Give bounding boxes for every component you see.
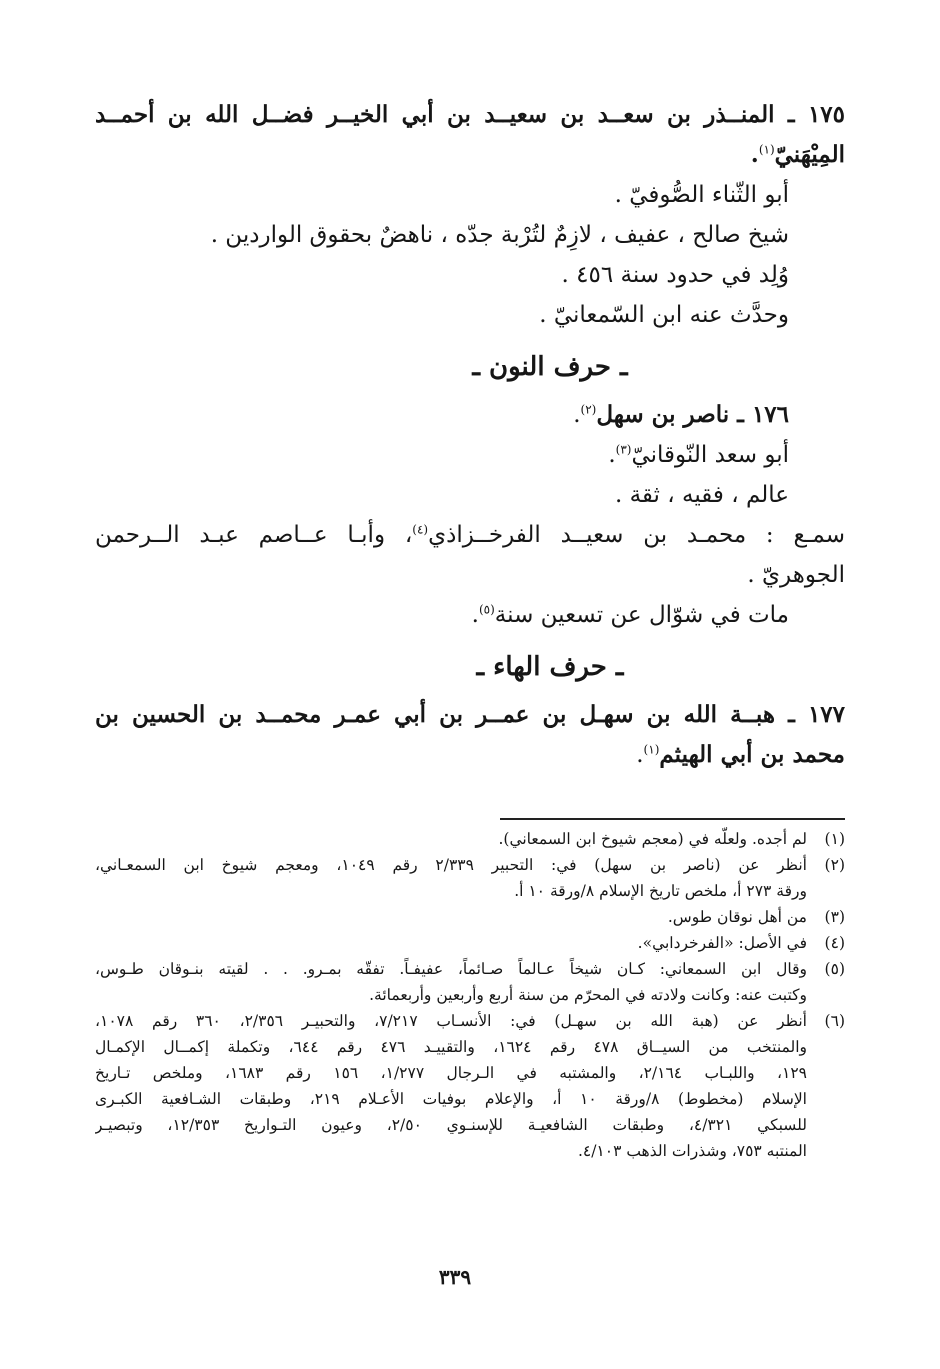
section-heading-nun: ـ حرف النون ـ [472,352,628,382]
entry-176-heard-b: ، وأبـا عــاصم عبـد الــرحمن [95,522,413,548]
entry-176-heading-dot: . [573,402,581,428]
entry-175-birth: وُلِد في حدود سنة ٤٥٦ . [561,262,789,288]
footnote-number: (٥) [824,960,845,978]
footnote-number: (٢) [824,856,845,874]
main-text [95,95,845,775]
entry-176-heard-a: سمـع : محمـد بن سعيــد الفرخــزاذي [428,522,845,548]
footnote-ref-1: (١) [758,142,775,157]
entry-175-name-end: المِيْهَنيّ [774,141,845,168]
footnote-line: ورقة ٢٧٣ أ، ملخص تاريخ الإسلام ٨/ورقة ١٠ أ. [514,882,807,900]
entry-176-kunya-text: أبو سعد النّوقانيّ [631,442,789,468]
footnote-separator [500,818,845,820]
footnote-line: للسبكي ٤/٣٢١، وطبقات الشافعيـة للإسنـوي ٢/٥٠، وعيون التـواريخ ١٢/٣٥٣، وتبصيـر [95,1116,807,1134]
footnote-body [95,904,807,930]
footnote-body [95,930,807,956]
entry-175-heading-line1: ١٧٥ ـ المنــذر بن سعــد بن سعيــد بن أبي الخيــر فضــل الله بن أحمــد [95,101,845,128]
entry-175-heading-dot: . [750,141,759,168]
footnote-body [95,1008,807,1164]
entry-176-kunya [95,435,845,475]
footnote [95,956,845,1008]
footnote-line: لم أجده. ولعلّه في (معجم شيوخ ابن السمعاني). [498,830,807,848]
footnote-number: (١) [824,830,845,848]
entry-175-kunya: أبو الثّناء الصُّوفيّ . [614,182,789,208]
entry-175-heading-line2 [95,135,845,175]
footnote-body [95,956,807,1008]
entry-176-death-dot: . [471,602,479,628]
entry-176-kunya-dot: . [608,442,616,468]
footnote-line: أنظر عن (ناصر بن سهل) في: التحبير ٢/٣٣٩ رقم ١٠٤٩، ومعجم شيوخ ابن السمعـاني، [95,856,807,874]
footnote-number: (٣) [824,908,845,926]
entry-176-description: عالم ، فقيه ، ثقة . [614,482,789,508]
entry-176-death-text: مات في شوّال عن تسعين سنة [494,602,789,628]
footnotes [95,826,845,1164]
footnote [95,1008,845,1164]
footnote-line: الإسلام (مخطوط) ٨/ورقة ١٠ أ، والإعلام بوفيات الأعـلام ٢١٩، وطبقات الشـافعية الكبـرى [95,1090,807,1108]
footnote [95,904,845,930]
footnote-line: من أهل نوقان طوس. [667,908,807,926]
entry-175-narration: وحدَّث عنه ابن السّمعانيّ . [539,302,789,328]
footnote-ref-2: (٢) [580,402,597,417]
entry-176-heard-line1 [95,515,845,555]
entry-177-heading-line2 [95,735,845,775]
footnote [95,852,845,904]
footnote-number: (٤) [824,934,845,952]
entry-175-description: شيخ صالح ، عفيف ، لازِمٌ لتُرْبة جدّه ، ناهضٌ بحقوق الواردين . [210,222,789,248]
entry-176-heading [95,395,845,435]
footnote-line: المنتبه ٧٥٣، وشذرات الذهب ٤/١٠٣. [577,1142,807,1160]
footnote-number: (٦) [824,1012,845,1030]
section-heading-ha: ـ حرف الهاء ـ [476,652,624,682]
entry-177-heading-line1: ١٧٧ ـ هبــة الله بن سهـل بن عمــر بن أبي عمـر محمــد بن الحسين بن [95,701,845,728]
entry-176-heard-line2: الجوهريّ . [747,562,845,588]
footnote [95,930,845,956]
footnote-line: وكتبت عنه: وكانت ولادته في المحرّم من سنة أربع وأربعين وأربعمائة. [369,986,807,1004]
footnote-ref-6: (١) [643,742,660,757]
footnote [95,826,845,852]
entry-176-death [95,595,845,635]
entry-176-heading-text: ١٧٦ ـ ناصر بن سهل [596,401,789,428]
entry-177-name-end: محمد بن أبي الهيثم [659,741,845,768]
footnote-line: وقال ابن السمعاني: كـان شيخاً عـالماً صـائماً، عفيفـاً. تفقّه بمـرو. . . لقيته بنـوقان طـوس، [95,960,807,978]
page-number: ٣٣٩ [438,1265,472,1289]
footnote-line: أنظر عن (هبة الله بن سهـل) في: الأنسـاب ٧/٢١٧، والتحبيـر ٢/٣٥٦، ٣٦٠ رقم ١٠٧٨، [95,1012,807,1030]
footnote-ref-3: (٣) [615,442,632,457]
footnote-body [95,826,807,852]
footnote-line: في الأصل: «الفرخردابي». [637,934,807,952]
footnote-body [95,852,807,904]
footnote-line: ١٢٩، واللبـاب ٢/١٦٤، والمشتبه في الـرجال ١/٢٧٧، ١٥٦ رقم ١٦٨٣، وملخص تـاريخ [95,1064,807,1082]
entry-177-heading-dot: . [636,742,644,768]
footnote-ref-5: (٥) [478,602,495,617]
footnote-line: والمنتخب من السيــاق ٤٧٨ رقم ١٦٢٤، والتقييـد ٤٧٦ رقم ٦٤٤، وتكملة إكمــال الإكمـال [95,1038,807,1056]
footnote-ref-4: (٤) [412,522,429,537]
